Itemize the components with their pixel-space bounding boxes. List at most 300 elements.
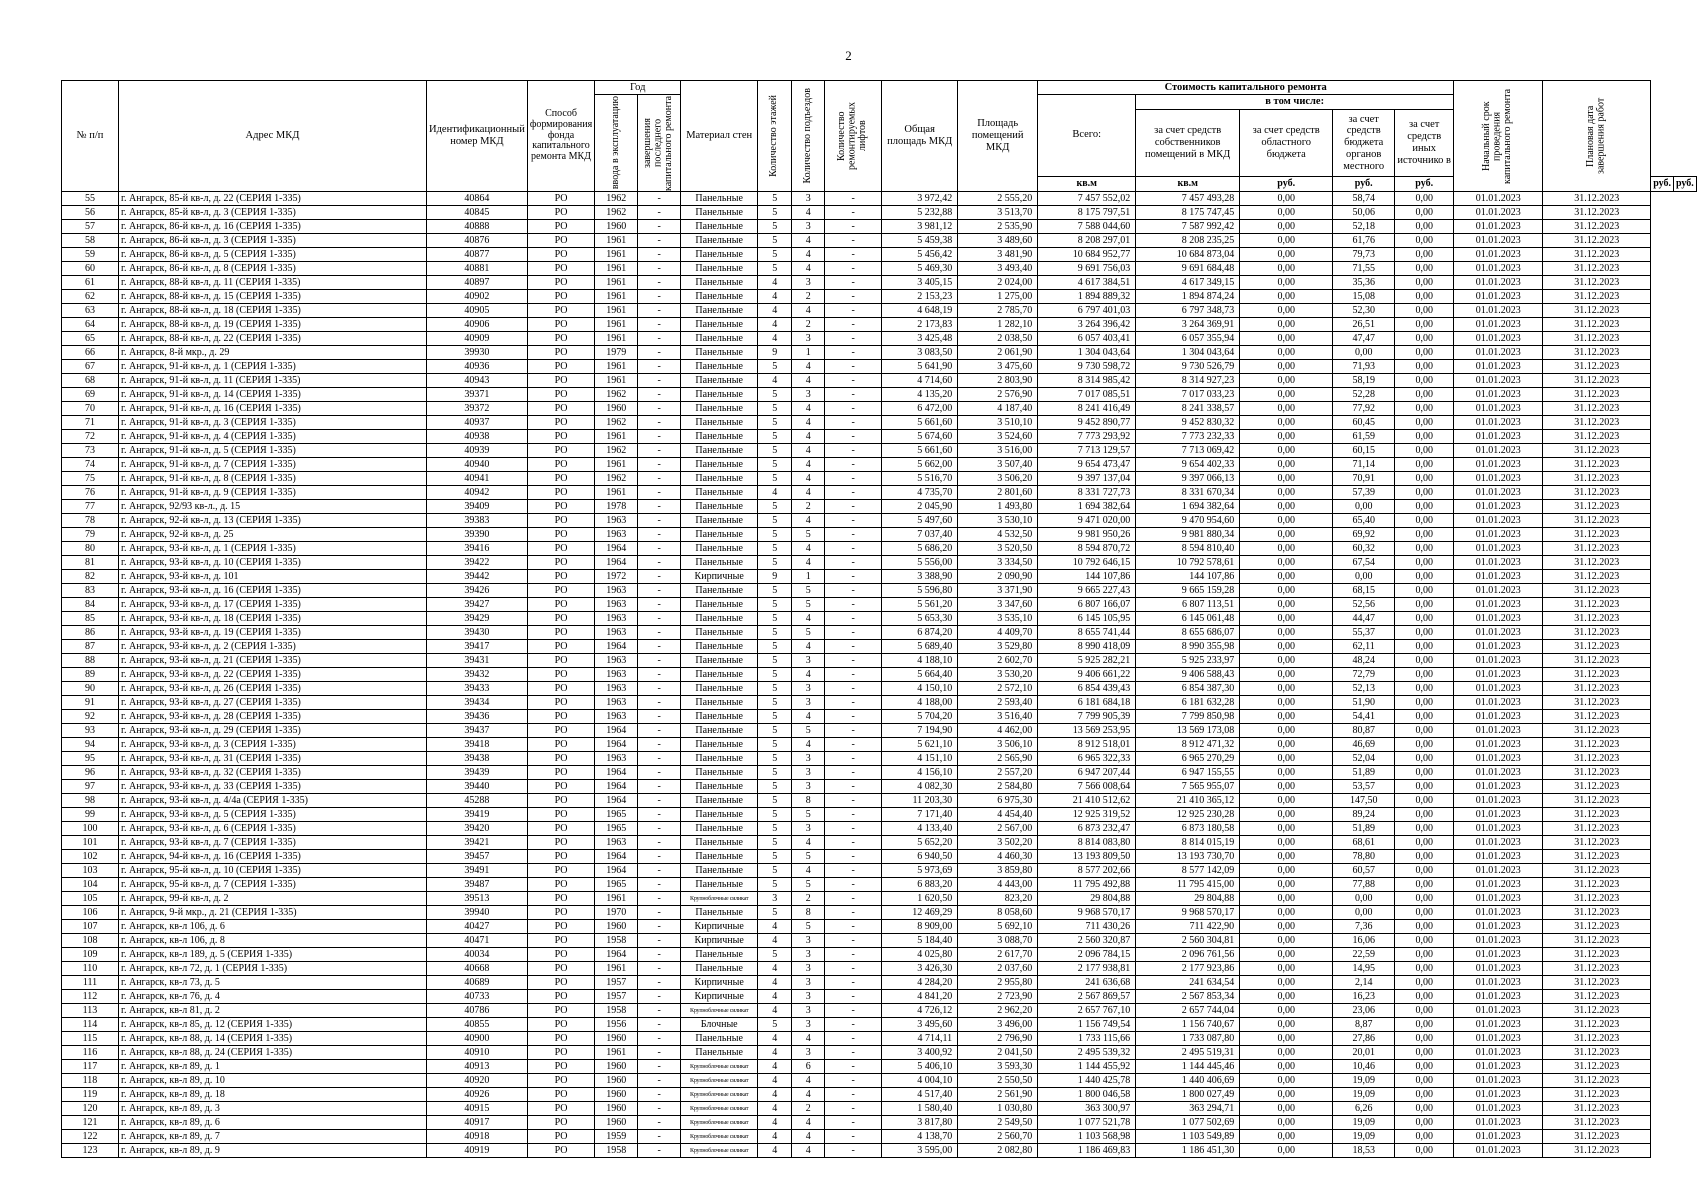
- cell-cost-other: 0,00: [1395, 220, 1454, 234]
- table-row: [62, 570, 1697, 584]
- cell-walls: Крупноблочные силикат: [681, 1088, 758, 1102]
- cell-cost-local: 57,39: [1333, 486, 1395, 500]
- cell-cost-local: 71,55: [1333, 262, 1395, 276]
- cell-num: 111: [62, 976, 119, 990]
- cell-year-last-repair: -: [638, 374, 681, 388]
- cell-end-date: 31.12.2023: [1543, 934, 1651, 948]
- cell-num: 76: [62, 486, 119, 500]
- cell-cost-local: 19,09: [1333, 1130, 1395, 1144]
- cell-year-commission: 1961: [595, 360, 638, 374]
- cell-address: г. Ангарск, кв-л 81, д. 2: [119, 1004, 427, 1018]
- cell-num: 96: [62, 766, 119, 780]
- cell-cost-total: 8 912 518,01: [1038, 738, 1136, 752]
- cell-start-date: 01.01.2023: [1454, 1088, 1543, 1102]
- cell-premises-area: 3 506,10: [958, 738, 1038, 752]
- cell-total-area: 8 909,00: [882, 920, 958, 934]
- cell-cost-other: 0,00: [1395, 1088, 1454, 1102]
- cell-cost-owners: 1 103 549,89: [1136, 1130, 1240, 1144]
- cell-year-last-repair: -: [638, 1102, 681, 1116]
- cell-start-date: 01.01.2023: [1454, 332, 1543, 346]
- cell-end-date: 31.12.2023: [1543, 1004, 1651, 1018]
- cell-year-commission: 1965: [595, 822, 638, 836]
- cell-cost-regional: 0,00: [1240, 1004, 1333, 1018]
- table-row: [62, 1130, 1697, 1144]
- cell-num: 60: [62, 262, 119, 276]
- cell-method: РО: [527, 430, 594, 444]
- cell-year-last-repair: -: [638, 290, 681, 304]
- cell-cost-other: 0,00: [1395, 612, 1454, 626]
- cell-cost-other: 0,00: [1395, 1018, 1454, 1032]
- cell-total-area: 4 082,30: [882, 780, 958, 794]
- cell-id: 40427: [427, 920, 528, 934]
- cell-id: 40471: [427, 934, 528, 948]
- cell-cost-owners: 144 107,86: [1136, 570, 1240, 584]
- table-row: [62, 906, 1697, 920]
- cell-year-last-repair: -: [638, 346, 681, 360]
- cell-cost-other: 0,00: [1395, 206, 1454, 220]
- cell-premises-area: 823,20: [958, 892, 1038, 906]
- cell-premises-area: 2 549,50: [958, 1116, 1038, 1130]
- cell-cost-total: 8 175 797,51: [1038, 206, 1136, 220]
- cell-id: 40888: [427, 220, 528, 234]
- cell-year-commission: 1961: [595, 262, 638, 276]
- cell-cost-regional: 0,00: [1240, 486, 1333, 500]
- cell-floors: 4: [758, 1074, 792, 1088]
- cell-year-commission: 1958: [595, 934, 638, 948]
- cell-walls: Панельные: [681, 598, 758, 612]
- cell-total-area: 4 133,40: [882, 822, 958, 836]
- cell-end-date: 31.12.2023: [1543, 738, 1651, 752]
- cell-cost-owners: 6 181 632,28: [1136, 696, 1240, 710]
- cell-end-date: 31.12.2023: [1543, 1088, 1651, 1102]
- cell-num: 109: [62, 948, 119, 962]
- cell-year-last-repair: -: [638, 1018, 681, 1032]
- cell-end-date: 31.12.2023: [1543, 1032, 1651, 1046]
- cell-cost-other: 0,00: [1395, 696, 1454, 710]
- cell-id: 39940: [427, 906, 528, 920]
- cell-end-date: 31.12.2023: [1543, 514, 1651, 528]
- cell-lifts: -: [825, 934, 882, 948]
- cell-year-last-repair: -: [638, 682, 681, 696]
- header-lifts-label: Количество ремонтируемых лифтов: [836, 101, 869, 171]
- header-floors-label: Количество этажей: [768, 95, 780, 177]
- cell-address: г. Ангарск, 86-й кв-л, д. 16 (СЕРИЯ 1-335): [119, 220, 427, 234]
- cell-start-date: 01.01.2023: [1454, 206, 1543, 220]
- cell-cost-regional: 0,00: [1240, 948, 1333, 962]
- cell-walls: Панельные: [681, 528, 758, 542]
- cell-start-date: 01.01.2023: [1454, 444, 1543, 458]
- table-row: [62, 752, 1697, 766]
- cell-total-area: 7 194,90: [882, 724, 958, 738]
- header-floors: [758, 81, 792, 192]
- cell-walls: Панельные: [681, 262, 758, 276]
- cell-total-area: 4 726,12: [882, 1004, 958, 1018]
- cell-cost-local: 19,09: [1333, 1074, 1395, 1088]
- cell-num: 55: [62, 192, 119, 206]
- cell-method: РО: [527, 1074, 594, 1088]
- cell-start-date: 01.01.2023: [1454, 1032, 1543, 1046]
- table-row: [62, 276, 1697, 290]
- cell-cost-total: 21 410 512,62: [1038, 794, 1136, 808]
- cell-walls: Панельные: [681, 696, 758, 710]
- cell-total-area: 4 188,10: [882, 654, 958, 668]
- cell-premises-area: 2 535,90: [958, 220, 1038, 234]
- cell-year-commission: 1960: [595, 1088, 638, 1102]
- cell-entrances: 5: [792, 626, 825, 640]
- cell-premises-area: 2 572,10: [958, 682, 1038, 696]
- cell-cost-regional: 0,00: [1240, 556, 1333, 570]
- cell-id: 40881: [427, 262, 528, 276]
- cell-floors: 4: [758, 1102, 792, 1116]
- cell-method: РО: [527, 472, 594, 486]
- cell-cost-total: 9 730 598,72: [1038, 360, 1136, 374]
- cell-year-last-repair: -: [638, 836, 681, 850]
- table-row: [62, 1116, 1697, 1130]
- cell-total-area: 3 405,15: [882, 276, 958, 290]
- cell-cost-total: 711 430,26: [1038, 920, 1136, 934]
- cell-address: г. Ангарск, 93-й кв-л, д. 21 (СЕРИЯ 1-335): [119, 654, 427, 668]
- cell-cost-owners: 9 691 684,48: [1136, 262, 1240, 276]
- cell-end-date: 31.12.2023: [1543, 486, 1651, 500]
- cell-method: РО: [527, 318, 594, 332]
- cell-cost-total: 1 440 425,78: [1038, 1074, 1136, 1088]
- cell-cost-total: 1 077 521,78: [1038, 1116, 1136, 1130]
- cell-end-date: 31.12.2023: [1543, 696, 1651, 710]
- cell-lifts: -: [825, 290, 882, 304]
- cell-end-date: 31.12.2023: [1543, 794, 1651, 808]
- cell-entrances: 2: [792, 1102, 825, 1116]
- cell-cost-local: 65,40: [1333, 514, 1395, 528]
- cell-num: 81: [62, 556, 119, 570]
- cell-floors: 4: [758, 990, 792, 1004]
- cell-cost-owners: 8 175 747,45: [1136, 206, 1240, 220]
- cell-walls: Панельные: [681, 318, 758, 332]
- cell-floors: 4: [758, 290, 792, 304]
- cell-cost-other: 0,00: [1395, 864, 1454, 878]
- cell-year-commission: 1964: [595, 864, 638, 878]
- cell-year-commission: 1979: [595, 346, 638, 360]
- cell-lifts: -: [825, 668, 882, 682]
- cell-lifts: -: [825, 640, 882, 654]
- cell-method: РО: [527, 262, 594, 276]
- cell-walls: Кирпичные: [681, 934, 758, 948]
- cell-lifts: -: [825, 948, 882, 962]
- cell-floors: 5: [758, 850, 792, 864]
- cell-total-area: 3 495,60: [882, 1018, 958, 1032]
- cell-id: 39416: [427, 542, 528, 556]
- cell-cost-regional: 0,00: [1240, 1088, 1333, 1102]
- cell-entrances: 4: [792, 262, 825, 276]
- cell-start-date: 01.01.2023: [1454, 1004, 1543, 1018]
- cell-cost-regional: 0,00: [1240, 304, 1333, 318]
- cell-end-date: 31.12.2023: [1543, 612, 1651, 626]
- cell-lifts: -: [825, 500, 882, 514]
- cell-total-area: 5 653,30: [882, 612, 958, 626]
- cell-end-date: 31.12.2023: [1543, 626, 1651, 640]
- cell-cost-total: 2 560 320,87: [1038, 934, 1136, 948]
- cell-lifts: -: [825, 794, 882, 808]
- cell-address: г. Ангарск, 93-й кв-л, д. 4/4а (СЕРИЯ 1-335): [119, 794, 427, 808]
- cell-entrances: 5: [792, 528, 825, 542]
- cell-num: 112: [62, 990, 119, 1004]
- cell-address: г. Ангарск, 85-й кв-л, д. 3 (СЕРИЯ 1-335): [119, 206, 427, 220]
- cell-walls: Панельные: [681, 766, 758, 780]
- cell-start-date: 01.01.2023: [1454, 906, 1543, 920]
- table-row: [62, 346, 1697, 360]
- cell-year-commission: 1965: [595, 878, 638, 892]
- cell-lifts: -: [825, 598, 882, 612]
- cell-start-date: 01.01.2023: [1454, 948, 1543, 962]
- cell-walls: Панельные: [681, 654, 758, 668]
- header-year-group: Год: [595, 81, 681, 95]
- table-row: [62, 780, 1697, 794]
- cell-walls: Панельные: [681, 346, 758, 360]
- cell-cost-local: 70,91: [1333, 472, 1395, 486]
- cell-cost-owners: 8 594 810,40: [1136, 542, 1240, 556]
- cell-premises-area: 4 443,00: [958, 878, 1038, 892]
- cell-floors: 5: [758, 668, 792, 682]
- cell-cost-other: 0,00: [1395, 192, 1454, 206]
- cell-address: г. Ангарск, 93-й кв-л, д. 3 (СЕРИЯ 1-335): [119, 738, 427, 752]
- cell-entrances: 3: [792, 696, 825, 710]
- cell-cost-owners: 8 314 927,23: [1136, 374, 1240, 388]
- cell-entrances: 4: [792, 640, 825, 654]
- cell-year-commission: 1964: [595, 850, 638, 864]
- cell-cost-owners: 11 795 415,00: [1136, 878, 1240, 892]
- cell-premises-area: 4 409,70: [958, 626, 1038, 640]
- table-row: [62, 878, 1697, 892]
- cell-cost-total: 1 144 455,92: [1038, 1060, 1136, 1074]
- cell-lifts: -: [825, 472, 882, 486]
- cell-year-commission: 1964: [595, 766, 638, 780]
- cell-start-date: 01.01.2023: [1454, 360, 1543, 374]
- cell-end-date: 31.12.2023: [1543, 374, 1651, 388]
- cell-num: 116: [62, 1046, 119, 1060]
- header-lifts: [825, 81, 882, 192]
- cell-num: 84: [62, 598, 119, 612]
- cell-walls: Панельные: [681, 752, 758, 766]
- cell-end-date: 31.12.2023: [1543, 1074, 1651, 1088]
- cell-year-commission: 1963: [595, 612, 638, 626]
- cell-cost-local: 51,89: [1333, 822, 1395, 836]
- cell-lifts: -: [825, 962, 882, 976]
- cell-floors: 5: [758, 794, 792, 808]
- header-year-last-repair: [638, 95, 681, 192]
- cell-cost-owners: 6 797 348,73: [1136, 304, 1240, 318]
- cell-id: 39439: [427, 766, 528, 780]
- cell-entrances: 4: [792, 206, 825, 220]
- cell-lifts: -: [825, 808, 882, 822]
- table-row: [62, 234, 1697, 248]
- cell-walls: Панельные: [681, 360, 758, 374]
- cell-cost-regional: 0,00: [1240, 374, 1333, 388]
- cell-cost-owners: 13 569 173,08: [1136, 724, 1240, 738]
- cell-premises-area: 2 576,90: [958, 388, 1038, 402]
- cell-cost-other: 0,00: [1395, 836, 1454, 850]
- cell-lifts: -: [825, 262, 882, 276]
- table-row: [62, 654, 1697, 668]
- cell-cost-total: 7 773 293,92: [1038, 430, 1136, 444]
- cell-id: 40668: [427, 962, 528, 976]
- cell-premises-area: 2 565,90: [958, 752, 1038, 766]
- cell-cost-owners: 13 193 730,70: [1136, 850, 1240, 864]
- cell-id: 40689: [427, 976, 528, 990]
- cell-lifts: -: [825, 542, 882, 556]
- cell-premises-area: 3 593,30: [958, 1060, 1038, 1074]
- cell-num: 91: [62, 696, 119, 710]
- cell-end-date: 31.12.2023: [1543, 850, 1651, 864]
- cell-id: 40942: [427, 486, 528, 500]
- cell-lifts: -: [825, 836, 882, 850]
- cell-method: РО: [527, 416, 594, 430]
- cell-walls: Панельные: [681, 822, 758, 836]
- cell-cost-regional: 0,00: [1240, 696, 1333, 710]
- cell-floors: 5: [758, 752, 792, 766]
- cell-cost-regional: 0,00: [1240, 570, 1333, 584]
- cell-walls: Панельные: [681, 556, 758, 570]
- cell-cost-regional: 0,00: [1240, 808, 1333, 822]
- cell-cost-regional: 0,00: [1240, 500, 1333, 514]
- cell-end-date: 31.12.2023: [1543, 500, 1651, 514]
- cell-start-date: 01.01.2023: [1454, 668, 1543, 682]
- cell-start-date: 01.01.2023: [1454, 892, 1543, 906]
- cell-total-area: 5 184,40: [882, 934, 958, 948]
- cell-cost-owners: 6 965 270,29: [1136, 752, 1240, 766]
- cell-address: г. Ангарск, 8-й мкр., д. 29: [119, 346, 427, 360]
- cell-cost-total: 1 304 043,64: [1038, 346, 1136, 360]
- cell-cost-total: 7 713 129,57: [1038, 444, 1136, 458]
- cell-floors: 5: [758, 738, 792, 752]
- cell-cost-owners: 12 925 230,28: [1136, 808, 1240, 822]
- cell-cost-regional: 0,00: [1240, 850, 1333, 864]
- cell-premises-area: 2 041,50: [958, 1046, 1038, 1060]
- cell-walls: Панельные: [681, 682, 758, 696]
- cell-address: г. Ангарск, 93-й кв-л, д. 33 (СЕРИЯ 1-335): [119, 780, 427, 794]
- cell-premises-area: 3 859,80: [958, 864, 1038, 878]
- cell-num: 64: [62, 318, 119, 332]
- cell-floors: 4: [758, 962, 792, 976]
- cell-cost-local: 20,01: [1333, 1046, 1395, 1060]
- cell-start-date: 01.01.2023: [1454, 1060, 1543, 1074]
- cell-total-area: 3 981,12: [882, 220, 958, 234]
- cell-lifts: -: [825, 864, 882, 878]
- cell-cost-local: 0,00: [1333, 906, 1395, 920]
- cell-cost-owners: 1 156 740,67: [1136, 1018, 1240, 1032]
- cell-cost-regional: 0,00: [1240, 234, 1333, 248]
- cell-cost-total: 8 990 418,09: [1038, 640, 1136, 654]
- cell-cost-other: 0,00: [1395, 402, 1454, 416]
- table-row: [62, 472, 1697, 486]
- cell-total-area: 5 661,60: [882, 416, 958, 430]
- cell-year-commission: 1970: [595, 906, 638, 920]
- cell-num: 70: [62, 402, 119, 416]
- cell-total-area: 3 425,48: [882, 332, 958, 346]
- table-row: [62, 220, 1697, 234]
- cell-cost-other: 0,00: [1395, 1060, 1454, 1074]
- cell-cost-owners: 7 799 850,98: [1136, 710, 1240, 724]
- cell-cost-regional: 0,00: [1240, 276, 1333, 290]
- cell-cost-owners: 21 410 365,12: [1136, 794, 1240, 808]
- cell-end-date: 31.12.2023: [1543, 752, 1651, 766]
- cell-lifts: -: [825, 1116, 882, 1130]
- cell-method: РО: [527, 458, 594, 472]
- cell-year-commission: 1963: [595, 528, 638, 542]
- cell-cost-other: 0,00: [1395, 486, 1454, 500]
- cell-cost-owners: 29 804,88: [1136, 892, 1240, 906]
- cell-cost-regional: 0,00: [1240, 626, 1333, 640]
- cell-total-area: 6 472,00: [882, 402, 958, 416]
- cell-year-commission: 1957: [595, 990, 638, 1004]
- cell-method: РО: [527, 962, 594, 976]
- cell-cost-regional: 0,00: [1240, 766, 1333, 780]
- cell-total-area: 5 516,70: [882, 472, 958, 486]
- cell-year-last-repair: -: [638, 1144, 681, 1158]
- cell-cost-regional: 0,00: [1240, 780, 1333, 794]
- cell-cost-owners: 1 440 406,69: [1136, 1074, 1240, 1088]
- cell-id: 39430: [427, 626, 528, 640]
- cell-cost-total: 144 107,86: [1038, 570, 1136, 584]
- cell-year-commission: 1964: [595, 738, 638, 752]
- cell-method: РО: [527, 906, 594, 920]
- cell-end-date: 31.12.2023: [1543, 276, 1651, 290]
- cell-cost-total: 6 854 439,43: [1038, 682, 1136, 696]
- cell-lifts: -: [825, 276, 882, 290]
- header-walls: Материал стен: [681, 81, 758, 192]
- cell-method: РО: [527, 304, 594, 318]
- cell-id: 40915: [427, 1102, 528, 1116]
- cell-method: РО: [527, 836, 594, 850]
- cell-address: г. Ангарск, 95-й кв-л, д. 7 (СЕРИЯ 1-335): [119, 878, 427, 892]
- cell-premises-area: 2 803,90: [958, 374, 1038, 388]
- header-year-commission-label: ввода в эксплуатацию: [609, 96, 621, 190]
- cell-end-date: 31.12.2023: [1543, 416, 1651, 430]
- cell-floors: 5: [758, 822, 792, 836]
- cell-id: 40913: [427, 1060, 528, 1074]
- cell-floors: 5: [758, 192, 792, 206]
- cell-cost-other: 0,00: [1395, 1116, 1454, 1130]
- cell-floors: 5: [758, 360, 792, 374]
- cell-num: 67: [62, 360, 119, 374]
- cell-floors: 5: [758, 612, 792, 626]
- cell-cost-local: 61,76: [1333, 234, 1395, 248]
- table-row: [62, 416, 1697, 430]
- cell-year-commission: 1961: [595, 458, 638, 472]
- cell-num: 58: [62, 234, 119, 248]
- cell-cost-regional: 0,00: [1240, 444, 1333, 458]
- cell-floors: 5: [758, 626, 792, 640]
- header-cost-other: за счет средств иных источнико в: [1395, 110, 1454, 176]
- table-row: [62, 612, 1697, 626]
- cell-start-date: 01.01.2023: [1454, 556, 1543, 570]
- cell-walls: Панельные: [681, 794, 758, 808]
- cell-total-area: 5 497,60: [882, 514, 958, 528]
- cell-walls: Панельные: [681, 836, 758, 850]
- table-row: [62, 192, 1697, 206]
- cell-cost-local: 80,87: [1333, 724, 1395, 738]
- cell-floors: 5: [758, 710, 792, 724]
- cell-end-date: 31.12.2023: [1543, 808, 1651, 822]
- cell-num: 66: [62, 346, 119, 360]
- cell-year-last-repair: -: [638, 332, 681, 346]
- cell-floors: 5: [758, 640, 792, 654]
- cell-floors: 5: [758, 430, 792, 444]
- cell-entrances: 5: [792, 584, 825, 598]
- cell-floors: 5: [758, 724, 792, 738]
- cell-cost-total: 2 177 938,81: [1038, 962, 1136, 976]
- cell-cost-local: 52,56: [1333, 598, 1395, 612]
- cell-cost-other: 0,00: [1395, 738, 1454, 752]
- cell-premises-area: 3 371,90: [958, 584, 1038, 598]
